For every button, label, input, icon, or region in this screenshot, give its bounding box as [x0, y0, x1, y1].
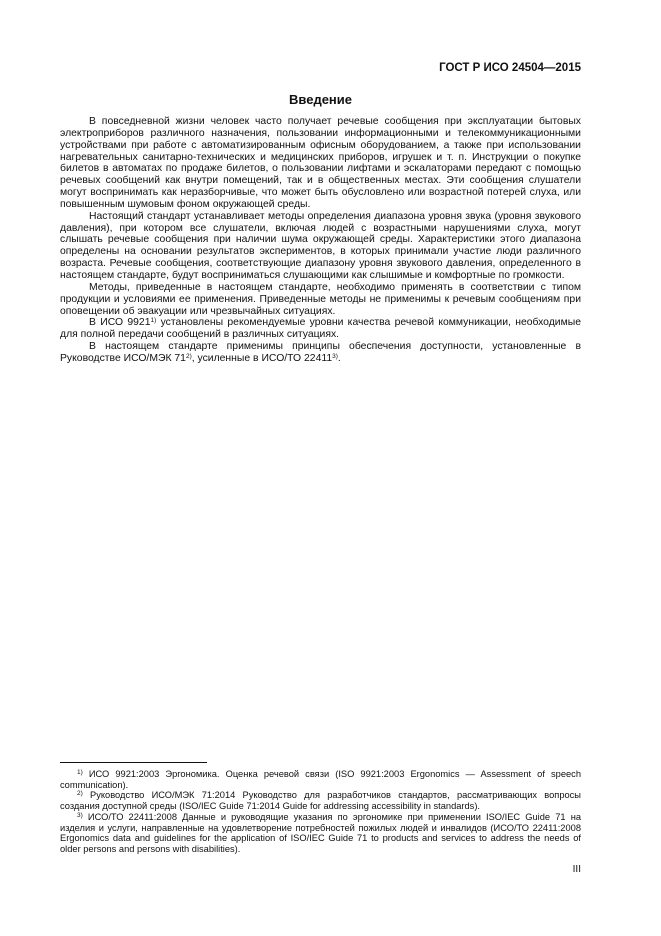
footnote-marker: 3) — [77, 811, 83, 819]
footnote-text: ИСО/ТО 22411:2008 Данные и руководящие указания по эргономике при применении ISO/IEC Guide 71 на изделия и услуги, направленные на удовлетворение потребностей пожилых людей и инвалидов (ИСО/ТО 22411:2008 Ergonomics data and guidelines for the application of ISO/IEC Guide 71 to products and services to address the needs of older persons and persons with disabilities). — [60, 811, 581, 854]
paragraph-text: , усиленные в ИСО/ТО 22411 — [191, 352, 333, 364]
paragraph-4 — [60, 317, 581, 341]
paragraph-text: В настоящем стандарте применимы принципы обеспечения доступности, установленные в Руководстве ИСО/МЭК 71 — [60, 341, 581, 364]
footnote-ref-2: 2) — [185, 352, 192, 360]
paragraph-3 — [60, 282, 581, 318]
page-number: III — [572, 864, 581, 875]
footnote-ref-3: 3) — [332, 352, 338, 360]
section-title: Введение — [289, 92, 352, 107]
footnote-marker: 1) — [77, 769, 83, 776]
document-header: ГОСТ Р ИСО 24504—2015 — [439, 62, 581, 74]
paragraph-1 — [60, 116, 581, 211]
paragraph-text: В повседневной жизни человек часто получает речевые сообщения при эксплуатации бытовых электроприборов различного назначения, пользовании информационными и телекоммуникационными устройствами при работе с автоматизированным офисным оборудованием, а также при использовании нагревательных санитарно-технических и медицинских приборов, игрушек и т. п. Инструкции о покупке билетов в автоматах по продаже билетов, о пользовании лифтами и эскалаторами передают с помощью речевых сообщений как внутри помещений, так и в общественных местах. Эти сообщения слушатели могут воспринимать как неразборчивые, что может быть обусловлено или возрастной потерей слуха, или повышенным шумовым фоном окружающей среды. — [60, 116, 581, 210]
paragraph-2 — [60, 211, 581, 282]
footnote-text: ИСО 9921:2003 Эргономика. Оценка речевой связи (ISO 9921:2003 Ergonomics — Assessment of speech communication). — [60, 769, 581, 790]
footnote-divider — [60, 762, 207, 763]
paragraph-text: В ИСО 9921 — [89, 317, 151, 329]
footnotes — [60, 769, 581, 855]
paragraph-text: установлены рекомендуемые уровни качества речевой коммуникации, необходимые для полной передачи сообщений в различных ситуациях. — [60, 317, 581, 341]
paragraph-text: Методы, приведенные в настоящем стандарте, необходимо применять в соответствии с типом продукции и условиями ее применения. Приведенные методы не применимы к речевым сообщениям при оповещении об эвакуации или чрезвычайных ситуациях. — [60, 281, 581, 317]
paragraph-text: . — [337, 352, 341, 364]
footnote-2 — [60, 790, 581, 811]
footnote-ref-1: 1) — [150, 317, 157, 325]
footnote-marker: 2) — [77, 790, 83, 798]
paragraph-5 — [60, 341, 581, 365]
footnote-1 — [60, 769, 581, 790]
paragraph-text: Настоящий стандарт устанавливает методы определения диапазона уровня звука (уровня звукового давления), при котором все слушатели, включая людей с возрастными нарушениями слуха, могут слышать речевые сообщения при наличии шума окружающей среды. Характеристики этого диапазона определены на основании результатов экспериментов, в которых принимали участие люди различного возраста. Речевые сообщения, соответствующие диапазону уровня звукового давления, определенного в настоящем стандарте, будут восприниматься слушающими как слышимые и комфортные по громкости. — [60, 210, 581, 281]
footnote-text: Руководство ИСО/МЭК 71:2014 Руководство для разработчиков стандартов, рассматривающих вопросы создания доступной среды (ISO/IEC Guide 71:2014 Guide for addressing accessibility in standards). — [60, 790, 581, 812]
body-text — [60, 116, 581, 365]
footnote-3 — [60, 812, 581, 855]
